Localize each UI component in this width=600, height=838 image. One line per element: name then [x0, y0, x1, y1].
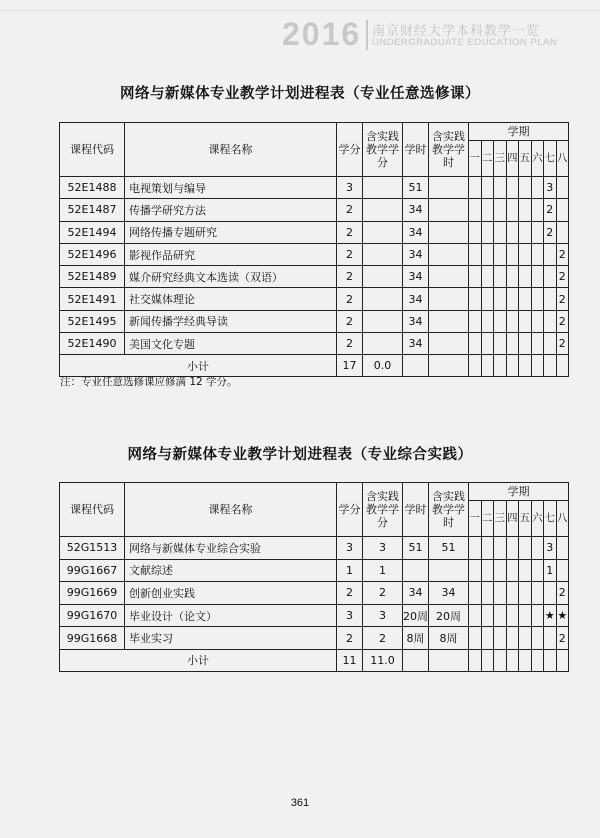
semester-cell: [506, 221, 519, 243]
course-prac-credit: [363, 288, 403, 310]
table-row: [60, 604, 569, 627]
semester-cell: [481, 559, 494, 582]
header-code: 课程代码: [60, 483, 125, 537]
semester-cell: [481, 333, 494, 355]
semester-cell: [544, 627, 557, 650]
subtotal-label: 小计: [60, 355, 337, 377]
course-prac-credit: 2: [363, 627, 403, 650]
subtotal-empty: [519, 355, 532, 377]
subtotal-empty: [531, 355, 544, 377]
subtotal-empty: [429, 649, 469, 671]
semester-cell: [544, 582, 557, 605]
course-credit: 3: [337, 537, 363, 560]
course-code: 99G1670: [60, 604, 125, 627]
page-number: 361: [290, 797, 310, 809]
semester-cell: [494, 582, 507, 605]
header-sem-8: 八: [556, 141, 569, 177]
course-hours: 34: [403, 266, 429, 288]
subtotal-empty: [544, 649, 557, 671]
course-prac-credit: [363, 333, 403, 355]
table-row: [60, 221, 569, 243]
semester-cell: [469, 559, 482, 582]
subtotal-credit: 17: [337, 355, 363, 377]
course-prac-credit: [363, 221, 403, 243]
semester-cell: [506, 582, 519, 605]
course-code: 52E1487: [60, 199, 125, 221]
course-code: 52E1495: [60, 310, 125, 332]
semester-cell: [519, 266, 532, 288]
semester-cell: [506, 604, 519, 627]
subtotal-empty: [481, 649, 494, 671]
course-prac-hours: 34: [429, 582, 469, 605]
subtotal-credit: 11: [337, 649, 363, 671]
course-name: 文献综述: [125, 559, 337, 582]
semester-cell: [494, 266, 507, 288]
semester-cell: [494, 559, 507, 582]
course-prac-hours: 51: [429, 537, 469, 560]
semester-cell: [544, 266, 557, 288]
semester-cell: [519, 333, 532, 355]
semester-cell: [506, 199, 519, 221]
course-hours: 20周: [403, 604, 429, 627]
table-row: [60, 266, 569, 288]
subtotal-empty: [556, 649, 569, 671]
semester-cell: [469, 177, 482, 199]
semester-cell: [556, 177, 569, 199]
course-name: 毕业实习: [125, 627, 337, 650]
course-prac-hours: [429, 177, 469, 199]
semester-cell: [481, 177, 494, 199]
semester-cell: [506, 559, 519, 582]
table-row: [60, 559, 569, 582]
subtotal-empty: [469, 355, 482, 377]
semester-cell: [481, 266, 494, 288]
semester-cell: ★: [556, 604, 569, 627]
header-name: 课程名称: [125, 483, 337, 537]
course-prac-credit: [363, 243, 403, 265]
semester-cell: [531, 266, 544, 288]
course-hours: 51: [403, 177, 429, 199]
header-sem-2: 二: [481, 501, 494, 537]
course-hours: 34: [403, 243, 429, 265]
header-sem-5: 五: [519, 141, 532, 177]
semester-cell: [494, 221, 507, 243]
course-credit: 2: [337, 627, 363, 650]
semester-cell: [481, 627, 494, 650]
header-rule: [0, 10, 600, 11]
course-prac-hours: [429, 243, 469, 265]
course-prac-credit: [363, 177, 403, 199]
subtotal-empty: [506, 355, 519, 377]
semester-cell: 2: [556, 288, 569, 310]
table-row: [60, 243, 569, 265]
course-credit: 2: [337, 199, 363, 221]
course-prac-hours: [429, 288, 469, 310]
header-divider: [366, 20, 368, 50]
course-code: 52G1513: [60, 537, 125, 560]
semester-cell: [481, 288, 494, 310]
semester-cell: [506, 266, 519, 288]
table-row: [60, 199, 569, 221]
elective-course-table: [59, 122, 569, 377]
semester-cell: 2: [556, 582, 569, 605]
semester-cell: [494, 177, 507, 199]
semester-cell: [519, 221, 532, 243]
course-credit: 3: [337, 177, 363, 199]
course-prac-hours: [429, 266, 469, 288]
course-name: 毕业设计（论文）: [125, 604, 337, 627]
header-sem-6: 六: [531, 501, 544, 537]
semester-cell: [519, 177, 532, 199]
subtotal-empty: [531, 649, 544, 671]
header-sem-6: 六: [531, 141, 544, 177]
semester-cell: [481, 604, 494, 627]
header-year: 2016: [282, 16, 362, 52]
semester-cell: [469, 221, 482, 243]
course-hours: 34: [403, 288, 429, 310]
course-name: 创新创业实践: [125, 582, 337, 605]
semester-cell: [531, 310, 544, 332]
semester-cell: 3: [544, 537, 557, 560]
table-row: [60, 310, 569, 332]
header-sem-5: 五: [519, 501, 532, 537]
semester-cell: [531, 582, 544, 605]
course-hours: 34: [403, 310, 429, 332]
header-sem-1: 一: [469, 141, 482, 177]
subtotal-prac-credit: 0.0: [363, 355, 403, 377]
course-hours: 8周: [403, 627, 429, 650]
semester-cell: [544, 310, 557, 332]
course-prac-hours: [429, 310, 469, 332]
subtotal-empty: [469, 649, 482, 671]
semester-cell: [519, 310, 532, 332]
header-en-title: UNDERGRADUATE EDUCATION PLAN: [372, 37, 558, 48]
semester-cell: [481, 537, 494, 560]
table-row: [60, 333, 569, 355]
course-code: 99G1667: [60, 559, 125, 582]
course-code: 52E1489: [60, 266, 125, 288]
header-hours: 学时: [403, 483, 429, 537]
section2-title: 网络与新媒体专业教学计划进程表（专业综合实践）: [127, 447, 473, 463]
section1-title: 网络与新媒体专业教学计划进程表（专业任意选修课）: [120, 86, 480, 102]
course-prac-hours: 20周: [429, 604, 469, 627]
course-name: 影视作品研究: [125, 243, 337, 265]
course-hours: [403, 559, 429, 582]
semester-cell: [469, 199, 482, 221]
course-prac-credit: [363, 266, 403, 288]
header-code: 课程代码: [60, 123, 125, 177]
table-row: [60, 177, 569, 199]
semester-cell: [506, 310, 519, 332]
semester-cell: [469, 537, 482, 560]
course-code: 52E1491: [60, 288, 125, 310]
semester-cell: [506, 177, 519, 199]
header-sem-4: 四: [506, 141, 519, 177]
header-sem-7: 七: [544, 141, 557, 177]
semester-cell: [469, 288, 482, 310]
course-name: 电视策划与编导: [125, 177, 337, 199]
header-prac-credit: 含实践教学学分: [363, 123, 403, 177]
semester-cell: [519, 243, 532, 265]
course-prac-credit: 2: [363, 582, 403, 605]
course-credit: 2: [337, 288, 363, 310]
header-prac-hours: 含实践教学学时: [429, 123, 469, 177]
semester-cell: [494, 310, 507, 332]
course-credit: 2: [337, 333, 363, 355]
semester-cell: [531, 333, 544, 355]
semester-cell: [494, 604, 507, 627]
semester-cell: 2: [544, 199, 557, 221]
course-code: 99G1668: [60, 627, 125, 650]
semester-cell: [469, 310, 482, 332]
semester-cell: [506, 537, 519, 560]
header-credit: 学分: [337, 123, 363, 177]
semester-cell: [531, 221, 544, 243]
header-prac-hours: 含实践教学学时: [429, 483, 469, 537]
semester-cell: [556, 199, 569, 221]
semester-cell: [519, 627, 532, 650]
semester-cell: 2: [556, 333, 569, 355]
header-sem-2: 二: [481, 141, 494, 177]
subtotal-empty: [494, 649, 507, 671]
section1-note: 注：专业任意选修课应修满 12 学分。: [60, 376, 238, 388]
semester-cell: [481, 582, 494, 605]
header-sem-3: 三: [494, 141, 507, 177]
subtotal-empty: [506, 649, 519, 671]
course-prac-hours: 8周: [429, 627, 469, 650]
semester-cell: [494, 243, 507, 265]
course-credit: 2: [337, 243, 363, 265]
semester-cell: [469, 582, 482, 605]
semester-cell: [506, 333, 519, 355]
course-code: 52E1488: [60, 177, 125, 199]
header-hours: 学时: [403, 123, 429, 177]
course-credit: 2: [337, 310, 363, 332]
semester-cell: 2: [556, 266, 569, 288]
semester-cell: 1: [544, 559, 557, 582]
semester-cell: [519, 604, 532, 627]
semester-cell: 2: [556, 243, 569, 265]
course-prac-hours: [429, 221, 469, 243]
course-name: 媒介研究经典文本选读（双语）: [125, 266, 337, 288]
course-code: 52E1494: [60, 221, 125, 243]
practice-course-table: [59, 482, 569, 672]
table-row: [60, 627, 569, 650]
semester-cell: [494, 627, 507, 650]
semester-cell: 2: [544, 221, 557, 243]
course-prac-hours: [429, 199, 469, 221]
header-name: 课程名称: [125, 123, 337, 177]
subtotal-empty: [403, 649, 429, 671]
header-sem-1: 一: [469, 501, 482, 537]
semester-cell: [506, 627, 519, 650]
semester-cell: [531, 199, 544, 221]
semester-cell: [469, 604, 482, 627]
header-semester: 学期: [469, 483, 569, 501]
semester-cell: [531, 604, 544, 627]
course-name: 网络传播专题研究: [125, 221, 337, 243]
semester-cell: [519, 537, 532, 560]
header-sem-3: 三: [494, 501, 507, 537]
course-name: 网络与新媒体专业综合实验: [125, 537, 337, 560]
subtotal-empty: [403, 355, 429, 377]
header-sem-4: 四: [506, 501, 519, 537]
semester-cell: [494, 537, 507, 560]
course-prac-hours: [429, 559, 469, 582]
course-credit: 1: [337, 559, 363, 582]
course-name: 美国文化专题: [125, 333, 337, 355]
subtotal-empty: [519, 649, 532, 671]
semester-cell: [556, 559, 569, 582]
semester-cell: [469, 243, 482, 265]
semester-cell: [556, 537, 569, 560]
semester-cell: [519, 559, 532, 582]
course-hours: 34: [403, 582, 429, 605]
course-hours: 34: [403, 199, 429, 221]
semester-cell: [506, 288, 519, 310]
semester-cell: [531, 243, 544, 265]
semester-cell: 2: [556, 310, 569, 332]
semester-cell: [469, 333, 482, 355]
semester-cell: [519, 582, 532, 605]
subtotal-empty: [544, 355, 557, 377]
course-credit: 2: [337, 266, 363, 288]
table-row: [60, 582, 569, 605]
table-row: [60, 537, 569, 560]
subtotal-empty: [481, 355, 494, 377]
semester-cell: [531, 537, 544, 560]
header-cn-title: 南京财经大学本科教学一览: [372, 24, 541, 39]
course-name: 传播学研究方法: [125, 199, 337, 221]
header-credit: 学分: [337, 483, 363, 537]
semester-cell: [481, 221, 494, 243]
header-prac-credit: 含实践教学学分: [363, 483, 403, 537]
course-hours: 34: [403, 333, 429, 355]
subtotal-empty: [494, 355, 507, 377]
course-code: 52E1496: [60, 243, 125, 265]
subtotal-prac-credit: 11.0: [363, 649, 403, 671]
semester-cell: [556, 221, 569, 243]
semester-cell: [519, 288, 532, 310]
course-credit: 2: [337, 221, 363, 243]
semester-cell: [481, 310, 494, 332]
semester-cell: [469, 266, 482, 288]
course-hours: 51: [403, 537, 429, 560]
course-hours: 34: [403, 221, 429, 243]
semester-cell: [544, 243, 557, 265]
semester-cell: [531, 627, 544, 650]
header-sem-7: 七: [544, 501, 557, 537]
semester-cell: [531, 177, 544, 199]
subtotal-label: 小计: [60, 649, 337, 671]
header-semester: 学期: [469, 123, 569, 141]
semester-cell: 3: [544, 177, 557, 199]
subtotal-empty: [429, 355, 469, 377]
course-name: 新闻传播学经典导读: [125, 310, 337, 332]
course-prac-credit: 3: [363, 604, 403, 627]
semester-cell: [531, 559, 544, 582]
running-header: [0, 0, 600, 60]
course-prac-hours: [429, 333, 469, 355]
course-prac-credit: 1: [363, 559, 403, 582]
course-prac-credit: [363, 199, 403, 221]
semester-cell: 2: [556, 627, 569, 650]
semester-cell: [469, 627, 482, 650]
course-credit: 2: [337, 582, 363, 605]
course-prac-credit: [363, 310, 403, 332]
semester-cell: [494, 288, 507, 310]
semester-cell: [531, 288, 544, 310]
semester-cell: [494, 333, 507, 355]
course-code: 52E1490: [60, 333, 125, 355]
semester-cell: [481, 199, 494, 221]
semester-cell: [481, 243, 494, 265]
table-row: [60, 288, 569, 310]
header-sem-8: 八: [556, 501, 569, 537]
semester-cell: [544, 288, 557, 310]
semester-cell: [519, 199, 532, 221]
course-credit: 3: [337, 604, 363, 627]
course-prac-credit: 3: [363, 537, 403, 560]
course-name: 社交媒体理论: [125, 288, 337, 310]
course-code: 99G1669: [60, 582, 125, 605]
semester-cell: [506, 243, 519, 265]
semester-cell: [494, 199, 507, 221]
semester-cell: [544, 333, 557, 355]
semester-cell: ★: [544, 604, 557, 627]
subtotal-empty: [556, 355, 569, 377]
